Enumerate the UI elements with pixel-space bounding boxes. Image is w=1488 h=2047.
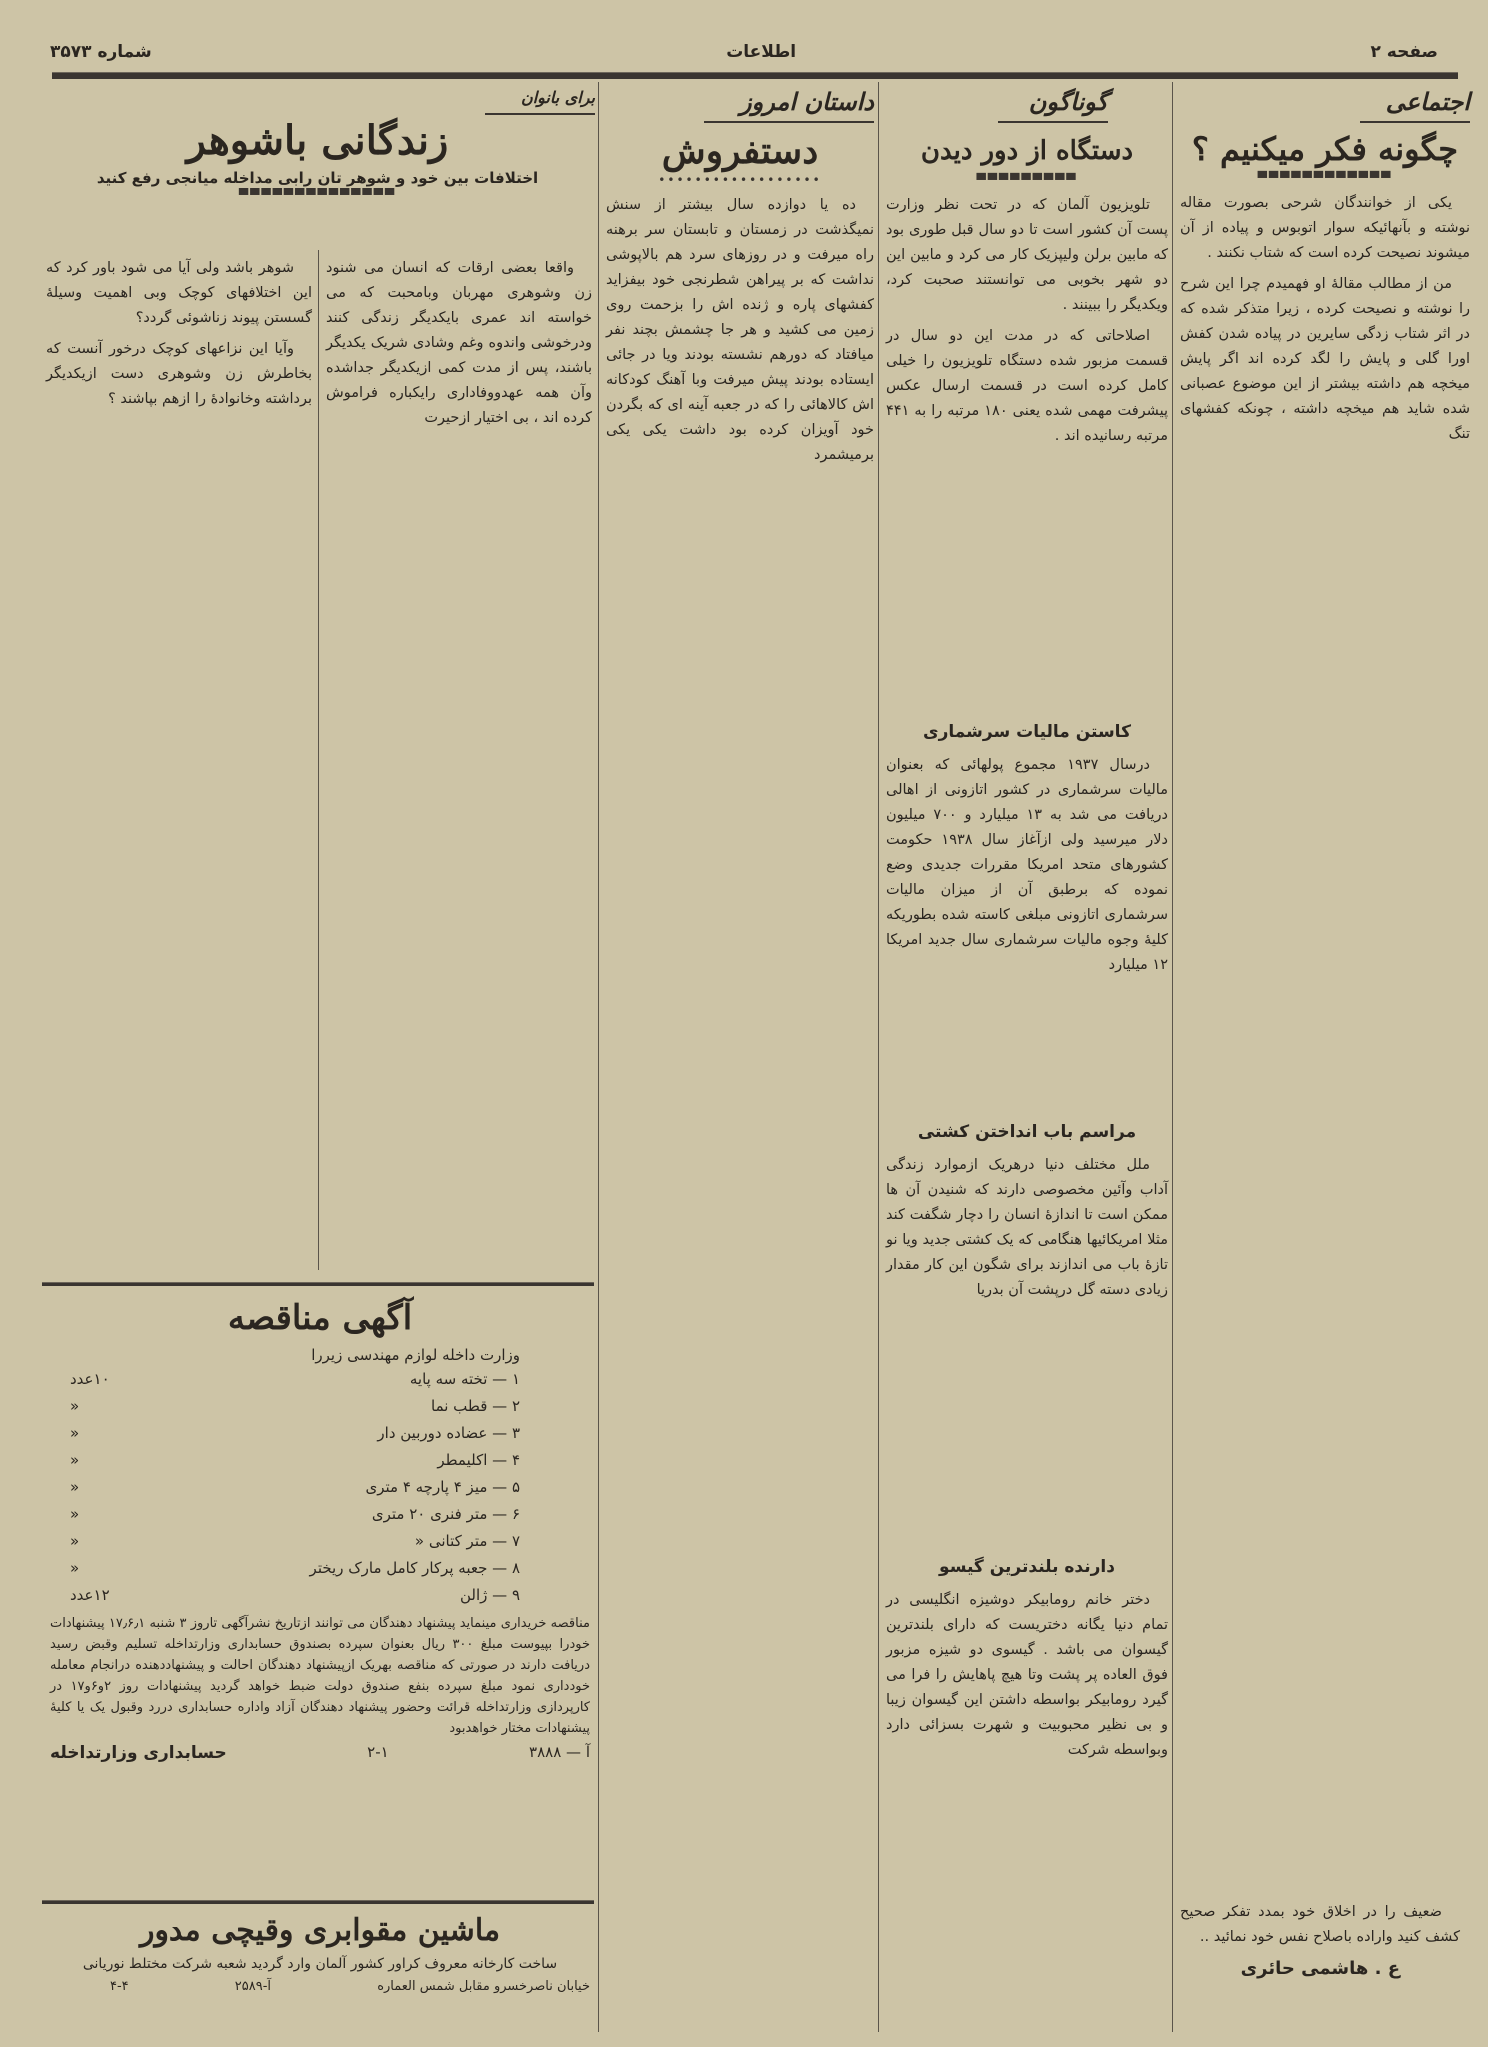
article-subtitle: اختلافات بین خود و شوهر تان رابی مداخله میانجی رفع کنید xyxy=(96,169,539,187)
ornament: •••••••••••••••••• xyxy=(658,173,822,187)
list-item: ۶ — متر فنری ۲۰ متری « xyxy=(70,1505,520,1523)
article-title: دستفروش xyxy=(661,130,819,172)
paragraph: وآیا این نزاعهای کوچک درخور آنست که بخاطرش زن وشوهری دست ازیکدیگر برداشته وخانوادهٔ را ازهم بپاشند ؟ xyxy=(46,341,312,407)
misc-column xyxy=(886,90,1168,455)
social-closing xyxy=(1180,1900,1460,1981)
section-label: اجتماعی xyxy=(1360,90,1470,123)
paragraph: من از مطالب مقالهٔ او فهمیدم چرا این شرح را نوشته و نصیحت کرده ، زیرا متذکر شده که در اثر شتاب زدگی سایرین در پیاده شدن کفش اورا گلی و پایش را لگد کرده اند اگر پایش میخچه هم داشته بیشتر از این موضوع عصبانی شده شاید هم میخچه داشته ، چونکه کفشهای تنگ xyxy=(1180,276,1470,442)
paragraph: یکی از خوانندگان شرحی بصورت مقاله نوشته و بآنهائیکه سوار اتوبوس و پیاده از آن میشوند نصیحت کرده است که شتاب نکنند . xyxy=(1180,195,1470,261)
ad-signature: حسابداری وزارتداخله xyxy=(50,1743,227,1763)
newspaper-name: اطلاعات xyxy=(726,42,797,62)
paragraph: شوهر باشد ولی آیا می شود باور کرد که این اختلافهای کوچک وبی اهمیت وسیلهٔ گسستن پیوند زناشوئی گردد؟ xyxy=(46,260,312,326)
paragraph: ده یا دوازده سال بیشتر از سنش نمیگذشت در زمستان و تابستان سر برهنه راه میرفت و در روزهای سرد هم بالاپوشی نداشت که بر پیراهن شطرنجی خود بیفزاید کفشهای پاره و ژنده اش را بزحمت روی زمین می کشید و هر جا چشمش بچند نفر میافتاد که دورهم نشسته بودند ویا در جائی ایستاده بودند پیش میرفت وبا آهنگ کودکانه اش کالاهائی را که در جعبه آینه ای که بگردن خود آویزان کرده بود داشت یکی یکی برمیشمرد xyxy=(606,197,874,463)
women-header xyxy=(40,88,595,202)
list-item: ۲ — قطب نما « xyxy=(70,1397,520,1415)
ornament: ▀▀▀▀▀▀▀▀▀▀▀▀▀▀ xyxy=(238,188,397,202)
section-rule xyxy=(42,1282,594,1286)
paragraph: تلویزیون آلمان که در تحت نظر وزارت پست آن کشور است تا دو سال قبل طوری بود که مابین برلن ولیپزیک کار می کرد و مابین این دو شهر بخوبی می توانستند صحبت کرد، ویکدیگر را ببینند . xyxy=(886,197,1168,313)
list-item: ۱ — تخته سه پایه ۱۰عدد xyxy=(70,1370,520,1388)
ornament: ▀▀▀▀▀▀▀▀▀ xyxy=(976,173,1078,187)
misc-subsection xyxy=(886,1545,1168,1769)
ad-footer xyxy=(50,1978,590,1996)
subheading: کاستن مالیات سرشماری xyxy=(923,722,1131,742)
ad-code: آ-۲۵۸۹ xyxy=(234,1979,272,1994)
ad-run: ۲-۱ xyxy=(367,1743,389,1761)
women-column-left xyxy=(46,256,312,418)
section-rule xyxy=(42,1900,594,1904)
paragraph: ضعیف را در اخلاق خود بمدد تفکر صحیح کشف کنید واراده باصلاح نفس خود نمائید .. xyxy=(1180,1904,1460,1945)
ad-footer xyxy=(50,1743,590,1763)
women-column-right xyxy=(326,256,592,437)
masthead-rule xyxy=(52,72,1458,79)
paragraph: دختر خانم رومابیکر دوشیزه انگلیسی در تمام دنیا یگانه دختریست که دارای بلندترین گیسوان می باشد . گیسوی دو شیزه مزبور فوق العاده پر پشت وتا هیچ پاهایش را فرا می گیرد رومابیکر بواسطه داشتن این گیسوان زیبا و بی نظیر محبوبیت و شهرت بسزائی دارد وبواسطه شرکت xyxy=(886,1592,1168,1758)
ad-text: ساخت کارخانه معروف کراور کشور آلمان وارد گردید شعبه شرکت مختلط نوریانی xyxy=(82,1956,558,1972)
ad-run: ۴-۴ xyxy=(110,1979,129,1994)
ornament: ▀▀▀▀▀▀▀▀▀▀▀▀ xyxy=(1257,171,1393,185)
column-divider xyxy=(318,250,319,1270)
ad-code: آ — ۳۸۸۸ xyxy=(529,1743,590,1761)
story-column xyxy=(606,90,874,474)
paragraph: اصلاحاتی که در مدت این دو سال در قسمت مزبور شده دستگاه تلویزیون را خیلی کامل کرده است در قسمت ارسال عکس پیشرفت مهمی شده یعنی ۱۸۰ مرتبه را به ۴۴۱ مرتبه رسانیده اند . xyxy=(886,328,1168,444)
issue-number: شماره ۳۵۷۳ xyxy=(50,42,152,62)
item-list xyxy=(70,1366,520,1609)
column-divider xyxy=(878,82,879,2032)
section-label: برای بانوان xyxy=(485,88,595,115)
paragraph: ملل مختلف دنیا درهریک ازموارد زندگی آداب وآئین مخصوصی دارند که شنیدن آن ها ممکن است تا اندازهٔ انسان را دچار شگفت کند مثلا امریکائیها هنگامی که یک کشتی جدید ویا نو تازهٔ باب می اندازند برای شگون این کار مقدار زیادی دسته گل درپشت آن بدریا xyxy=(886,1157,1168,1298)
masthead xyxy=(50,40,1438,64)
list-item: ۵ — میز ۴ پارچه ۴ متری « xyxy=(70,1478,520,1496)
article-title: زندگانی باشوهر xyxy=(186,117,449,164)
author: ع . هاشمی حائری xyxy=(1240,1958,1400,1979)
tender-ad xyxy=(50,1298,590,1763)
section-label: گوناگون xyxy=(998,90,1108,123)
subheading: دارنده بلندترین گیسو xyxy=(939,1557,1115,1577)
subheading: مراسم باب انداختن کشتی xyxy=(917,1122,1137,1142)
ad-address: خیابان ناصرخسرو مقابل شمس العماره xyxy=(377,1979,590,1994)
list-item: ۴ — اکلیمطر « xyxy=(70,1451,520,1469)
column-divider xyxy=(598,82,599,2032)
ad-intro: وزارت داخله لوازم مهندسی زیررا xyxy=(311,1346,520,1364)
list-item: ۳ — عضاده دوربین دار « xyxy=(70,1424,520,1442)
list-item: ۹ — ژالن ۱۲عدد xyxy=(70,1586,520,1604)
paragraph: واقعا بعضی ارقات که انسان می شنود زن وشوهری مهربان وبامحبت که می خواسته اند عمری بایکدیگر زندگی کنند ودرخوشی واندوه وغم وشادی شریک یکدیگر باشند، پس از مدت کمی ازیکدیگر جداشده وآن همه عهدووفاداری رایکباره فراموش کرده اند ، بی اختیار ازحیرت xyxy=(326,260,592,426)
paragraph: درسال ۱۹۳۷ مجموع پولهائی که بعنوان مالیات سرشماری در کشور اتازونی از اهالی دریافت می شد به ۱۳ میلیارد و ۷۰۰ میلیون دلار میرسید ولی ازآغاز سال ۱۹۳۸ حکومت کشورهای متحد امریکا مقررات جدیدی وضع نموده که برطبق آن از میزان مالیات سرشماری اتازونی مبلغی کاسته شده بطوریکه کلیهٔ وجوه مالیات سرشماری سال جدید امریکا ۱۲ میلیارد xyxy=(886,757,1168,973)
ad-title: ماشین مقوابری وقیچی مدور xyxy=(139,1913,501,1948)
misc-subsection xyxy=(886,710,1168,984)
section-label: داستان امروز xyxy=(704,90,874,123)
list-item: ۸ — جعبه پرکار کامل مارک ریختر « xyxy=(70,1559,520,1577)
list-item: ۷ — متر کتانی « « xyxy=(70,1532,520,1550)
misc-subsection xyxy=(886,1110,1168,1309)
page-number: صفحه ۲ xyxy=(1370,42,1438,62)
article-title: دستگاه از دور دیدن xyxy=(920,136,1134,166)
column-divider xyxy=(1172,82,1173,2032)
ad-body: مناقصه خریداری مینماید پیشنهاد دهندگان می توانند ازتاریخ نشرآگهی تاروز ۳ شنبه ۱۷٫۶٫۱ پیشنهادات خودرا بپیوست مبلغ ۳۰۰ ریال بعنوان سپرده بصندوق حسابداری وزارتداخله تسلیم وقبض رسید دریافت دارند در صورتی که مناقصه بهریک ازپیشنهاد دهندگان احالت و پیشنهاددهنده درانجام معامله خودداری نمود مبلغ سپرده بنفع صندوق دولت ضبط خواهد گردید پیشنهادات روز ۲و۶و۱۷ در کارپردازی وزارتداخله قرائت وحضور پیشنهاد دهندگان آزاد واداره حسابداری دررد وقبول یک یا کلیهٔ پیشنهادات مختار خواهدبود xyxy=(50,1616,590,1736)
article-title: چگونه فکر میکنیم ؟ xyxy=(1191,130,1459,168)
machine-ad xyxy=(50,1912,590,1996)
ad-title: آگهی مناقصه xyxy=(227,1298,413,1338)
social-column xyxy=(1180,90,1470,453)
